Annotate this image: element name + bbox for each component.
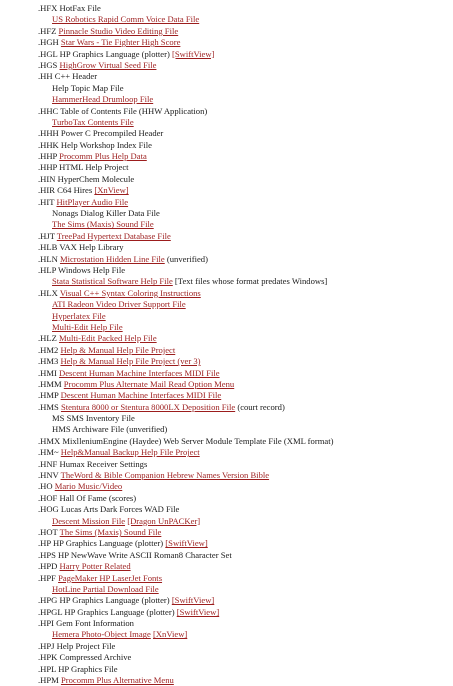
entry-text: HMS Archiware File (unverified) <box>52 424 168 435</box>
entry-link[interactable]: HighGrow Virtual Seed File <box>59 59 157 70</box>
file-type-entry <box>38 413 448 424</box>
file-type-entry <box>38 584 448 595</box>
entry-text: .HNV <box>38 470 61 481</box>
file-type-entry <box>38 26 448 37</box>
entry-text: Help Topic Map File <box>52 82 124 93</box>
entry-link[interactable]: Stentura 8000 or Stentura 8000LX Deposition File <box>60 401 236 412</box>
entry-text: .HOF Hall Of Fame (scores) <box>38 492 137 503</box>
file-type-entry <box>38 516 448 527</box>
entry-text: .HGS <box>38 59 60 70</box>
file-type-entry <box>38 3 448 14</box>
entry-text: .HMI <box>38 367 60 378</box>
file-type-entry <box>38 493 448 504</box>
entry-link[interactable]: [SwiftView] <box>165 538 208 549</box>
entry-link[interactable]: Help & Manual Help File Project (ver 3) <box>60 356 201 367</box>
file-type-entry <box>38 345 448 356</box>
entry-link[interactable]: Harry Potter Related <box>59 561 131 572</box>
entry-link[interactable]: Procomm Plus Alternate Mail Read Option Menu <box>63 378 235 389</box>
entry-text: .HHP HTML Help Project <box>38 162 129 173</box>
entry-link[interactable]: The Sims (Maxis) Sound File <box>59 526 162 537</box>
file-type-entry <box>38 504 448 515</box>
entry-link[interactable]: [SwiftView] <box>171 595 215 606</box>
entry-text: .HHP <box>38 151 60 162</box>
entry-text: .HP HP Graphics Language (plotter) <box>38 538 166 549</box>
entry-text: .HPF <box>38 572 59 583</box>
file-type-entry <box>38 368 448 379</box>
entry-link[interactable]: [XnView] <box>94 185 129 196</box>
viewer-link[interactable]: [Dragon UnPACKer] <box>127 515 201 526</box>
entry-link[interactable]: Multi-Edit Packed Help File <box>59 333 157 344</box>
file-type-entry <box>38 242 448 253</box>
entry-link[interactable]: [SwiftView] <box>176 606 220 617</box>
file-type-entry <box>38 629 448 640</box>
entry-text: .HPM <box>38 675 61 686</box>
entry-note: (court record) <box>235 401 285 412</box>
file-type-entry <box>38 265 448 276</box>
file-type-entry <box>38 379 448 390</box>
entry-text: .HM3 <box>38 356 61 367</box>
entry-link[interactable]: [SwiftView] <box>171 48 215 59</box>
viewer-link[interactable]: [XnView] <box>152 629 188 640</box>
entry-text: .HHH Power C Precompiled Header <box>38 128 164 139</box>
entry-link[interactable]: US Robotics Rapid Comm Voice Data File <box>52 14 200 25</box>
entry-link[interactable]: Procomm Plus Help Data <box>59 151 147 162</box>
entry-text: .HH C++ Header <box>38 71 98 82</box>
entry-link[interactable]: Procomm Plus Alternative Menu <box>60 675 174 686</box>
entry-link[interactable]: Descent Mission File <box>52 515 126 526</box>
file-type-entry <box>38 436 448 447</box>
entry-text: .HIR C64 Hires <box>38 185 95 196</box>
file-type-entry <box>38 652 448 663</box>
entry-link[interactable]: PageMaker HP LaserJet Fonts <box>58 572 163 583</box>
entry-text: .HPK Compressed Archive <box>38 652 132 663</box>
entry-link[interactable]: Hyperlatex File <box>52 310 106 321</box>
entry-link[interactable]: TheWord & Bible Companion Hebrew Names Version Bible <box>60 470 270 481</box>
file-type-entry <box>38 356 448 367</box>
entry-text: .HM~ <box>38 447 61 458</box>
entry-link[interactable]: HammerHead Drumloop File <box>52 94 154 105</box>
entry-text: .HPGL HP Graphics Language (plotter) <box>38 606 177 617</box>
entry-link[interactable]: Hemera Photo-Object Image <box>52 629 151 640</box>
entry-text: .HIN HyperChem Molecule <box>38 173 135 184</box>
entry-link[interactable]: Help&Manual Backup Help File Project <box>60 447 200 458</box>
entry-note: [Text files whose format predates Windows] <box>172 276 328 287</box>
file-type-entry <box>38 162 448 173</box>
entry-link[interactable]: Microstation Hidden Line File <box>59 253 165 264</box>
entry-text: .HPS HP NewWave Write ASCII Roman8 Character Set <box>38 549 232 560</box>
document-body <box>38 3 448 686</box>
file-type-entry <box>38 595 448 606</box>
entry-text: .HMP <box>38 390 61 401</box>
entry-text: .HHK Help Workshop Index File <box>38 139 152 150</box>
entry-text: .HPG HP Graphics Language (plotter) <box>38 595 172 606</box>
entry-text: .HPJ Help Project File <box>38 640 116 651</box>
file-type-entry <box>38 71 448 82</box>
entry-text: .HOG Lucas Arts Dark Forces WAD File <box>38 504 180 515</box>
entry-link[interactable]: ATI Radeon Video Driver Support File <box>52 299 186 310</box>
entry-text: .HFZ <box>38 25 59 36</box>
entry-text: .HM2 <box>38 344 61 355</box>
entry-link[interactable]: Help & Manual Help File Project <box>60 344 176 355</box>
file-type-entry <box>38 185 448 196</box>
file-type-entry <box>38 322 448 333</box>
file-type-entry <box>38 607 448 618</box>
file-type-entry <box>38 299 448 310</box>
file-type-entry <box>38 117 448 128</box>
file-type-entry <box>38 390 448 401</box>
entry-text: .HGH <box>38 37 61 48</box>
file-type-entry <box>38 14 448 25</box>
entry-link[interactable]: Descent Human Machine Interfaces MIDI File <box>60 390 222 401</box>
file-type-entry <box>38 459 448 470</box>
entry-link[interactable]: HitPlayer Audio File <box>56 196 129 207</box>
file-type-entry <box>38 140 448 151</box>
file-type-entry <box>38 174 448 185</box>
entry-text: .HOT <box>38 526 60 537</box>
entry-text: .HMM <box>38 378 64 389</box>
file-type-entry <box>38 447 448 458</box>
entry-link[interactable]: Pinnacle Studio Video Editing File <box>58 25 179 36</box>
file-type-entry <box>38 151 448 162</box>
file-type-entry <box>38 106 448 117</box>
file-type-entry <box>38 641 448 652</box>
entry-link[interactable]: TurboTax Contents File <box>52 116 134 127</box>
file-type-entry <box>38 49 448 60</box>
file-type-entry <box>38 288 448 299</box>
entry-text: .HPI Gem Font Information <box>38 618 134 629</box>
file-type-entry <box>38 664 448 675</box>
entry-text: .HLB VAX Help Library <box>38 242 124 253</box>
file-type-entry <box>38 675 448 686</box>
entry-text: MS SMS Inventory File <box>52 413 135 424</box>
file-type-entry <box>38 550 448 561</box>
entry-text: .HNF Humax Receiver Settings <box>38 458 148 469</box>
entry-text: .HO <box>38 481 55 492</box>
entry-link[interactable]: HotLine Partial Download File <box>52 583 159 594</box>
file-type-entry <box>38 561 448 572</box>
entry-link[interactable]: Mario Music/Video <box>54 481 123 492</box>
entry-text: .HIT <box>38 196 57 207</box>
file-type-entry <box>38 333 448 344</box>
file-type-entry <box>38 311 448 322</box>
file-type-entry <box>38 128 448 139</box>
entry-text: .HLX <box>38 287 60 298</box>
entry-text: .HGL HP Graphics Language (plotter) <box>38 48 172 59</box>
entry-link[interactable]: Visual C++ Syntax Coloring Instructions <box>59 287 201 298</box>
entry-link[interactable]: Star Wars - Tie Fighter High Score <box>60 37 181 48</box>
file-type-entry <box>38 254 448 265</box>
entry-text: .HLP Windows Help File <box>38 264 126 275</box>
entry-text: .HPD <box>38 561 60 572</box>
entry-text: .HLN <box>38 253 60 264</box>
entry-link[interactable]: Descent Human Machine Interfaces MIDI File <box>59 367 220 378</box>
file-type-entry <box>38 37 448 48</box>
entry-text: .HMX MixlleniumEngine (Haydee) Web Server Module Template File (XML format) <box>38 435 334 446</box>
entry-link[interactable]: Multi-Edit Help File <box>52 321 123 332</box>
entry-text: Nonags Dialog Killer Data File <box>52 208 160 219</box>
entry-link[interactable]: Stata Statistical Software Help File <box>52 276 173 287</box>
entry-link[interactable]: TreePad Hypertext Database File <box>56 230 171 241</box>
file-type-entry <box>38 618 448 629</box>
entry-text: .HPL HP Graphics File <box>38 663 118 674</box>
file-type-entry <box>38 197 448 208</box>
file-type-entry <box>38 276 448 287</box>
entry-text: .HFX HotFax File <box>38 3 101 13</box>
entry-text: .HHC Table of Contents File (HHW Application) <box>38 105 208 116</box>
file-type-entry <box>38 83 448 94</box>
file-type-entry <box>38 231 448 242</box>
file-type-entry <box>38 208 448 219</box>
entry-link[interactable]: The Sims (Maxis) Sound File <box>52 219 154 230</box>
file-type-entry <box>38 538 448 549</box>
file-type-entry <box>38 219 448 230</box>
file-type-entry <box>38 424 448 435</box>
file-type-entry <box>38 94 448 105</box>
entry-note: (unverified) <box>164 253 208 264</box>
entry-text: .HJT <box>38 230 57 241</box>
file-type-entry <box>38 470 448 481</box>
file-type-entry <box>38 402 448 413</box>
file-type-entry <box>38 573 448 584</box>
entry-text: .HLZ <box>38 333 60 344</box>
entry-text: .HMS <box>38 401 61 412</box>
file-type-entry <box>38 60 448 71</box>
file-type-entry <box>38 481 448 492</box>
file-type-entry <box>38 527 448 538</box>
